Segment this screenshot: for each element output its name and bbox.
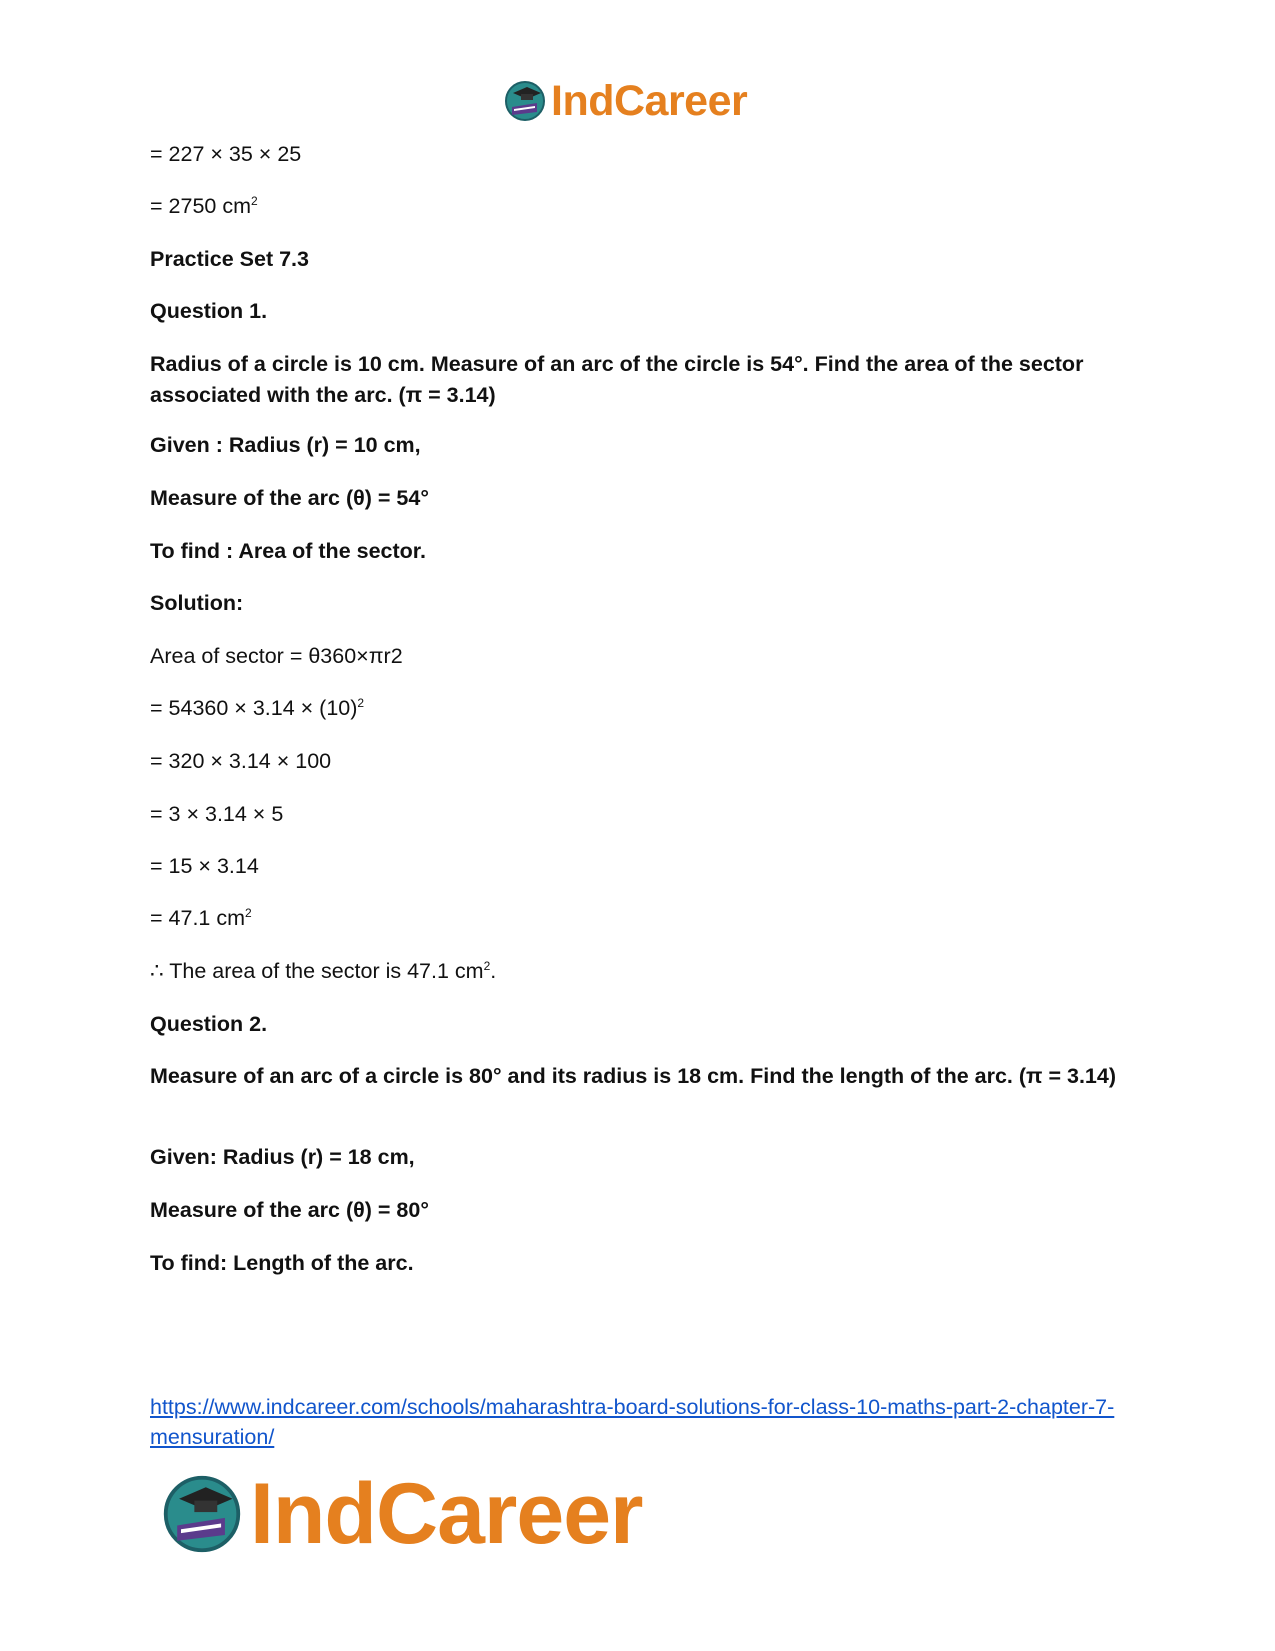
to-find-line: To find : Area of the sector. — [150, 539, 426, 563]
solution-step: = 3 × 3.14 × 5 — [150, 802, 284, 826]
conclusion-line: ∴ The area of the sector is 47.1 $cm^2$. — [150, 958, 497, 983]
calc-line: = 227 × 35 × 25 — [150, 142, 302, 166]
to-find-line: To find: Length of the arc. — [150, 1251, 414, 1275]
given-line: Measure of the arc (θ) = 80° — [150, 1198, 429, 1222]
question-text: Measure of an arc of a circle is 80° and its radius is 18 cm. Find the length of the arc. (π = 3.14) — [150, 1064, 1116, 1088]
graduation-globe-icon — [503, 79, 547, 123]
solution-step: = 320 × 3.14 × 100 — [150, 749, 332, 773]
logo-wordmark: IndCareer — [551, 76, 748, 125]
solution-heading: Solution: — [150, 591, 244, 615]
solution-step: = $54360 \times 3.14 \times (10)^2$ — [150, 695, 365, 720]
question-heading: Question 2. — [150, 1012, 268, 1036]
given-line: Given : Radius (r) = 10 cm, — [150, 433, 421, 457]
graduation-globe-icon — [160, 1472, 244, 1556]
header-logo — [503, 76, 747, 126]
given-line: Given: Radius (r) = 18 cm, — [150, 1145, 415, 1169]
source-url-link[interactable]: https://www.indcareer.com/schools/maharashtra-board-solutions-for-class-10-maths-part-2-chapter-7-mensuration/ — [150, 1395, 1115, 1449]
solution-step: = 47.1 $cm^2$ — [150, 905, 252, 930]
question-text: Radius of a circle is 10 cm. Measure of an arc of the circle is 54°. Find the area of the sector associated with the arc. (π = 3.14) — [150, 352, 1084, 407]
practice-set-heading: Practice Set 7.3 — [150, 247, 309, 271]
question-heading: Question 1. — [150, 299, 268, 323]
solution-step: = 15 × 3.14 — [150, 854, 259, 878]
solution-step: Area of sector = θ360×πr2 — [150, 644, 403, 668]
calc-line: = 2750 $cm^2$ — [150, 193, 258, 218]
given-line: Measure of the arc (θ) = 54° — [150, 486, 429, 510]
footer-logo — [160, 1466, 643, 1562]
logo-wordmark: IndCareer — [250, 1465, 643, 1562]
